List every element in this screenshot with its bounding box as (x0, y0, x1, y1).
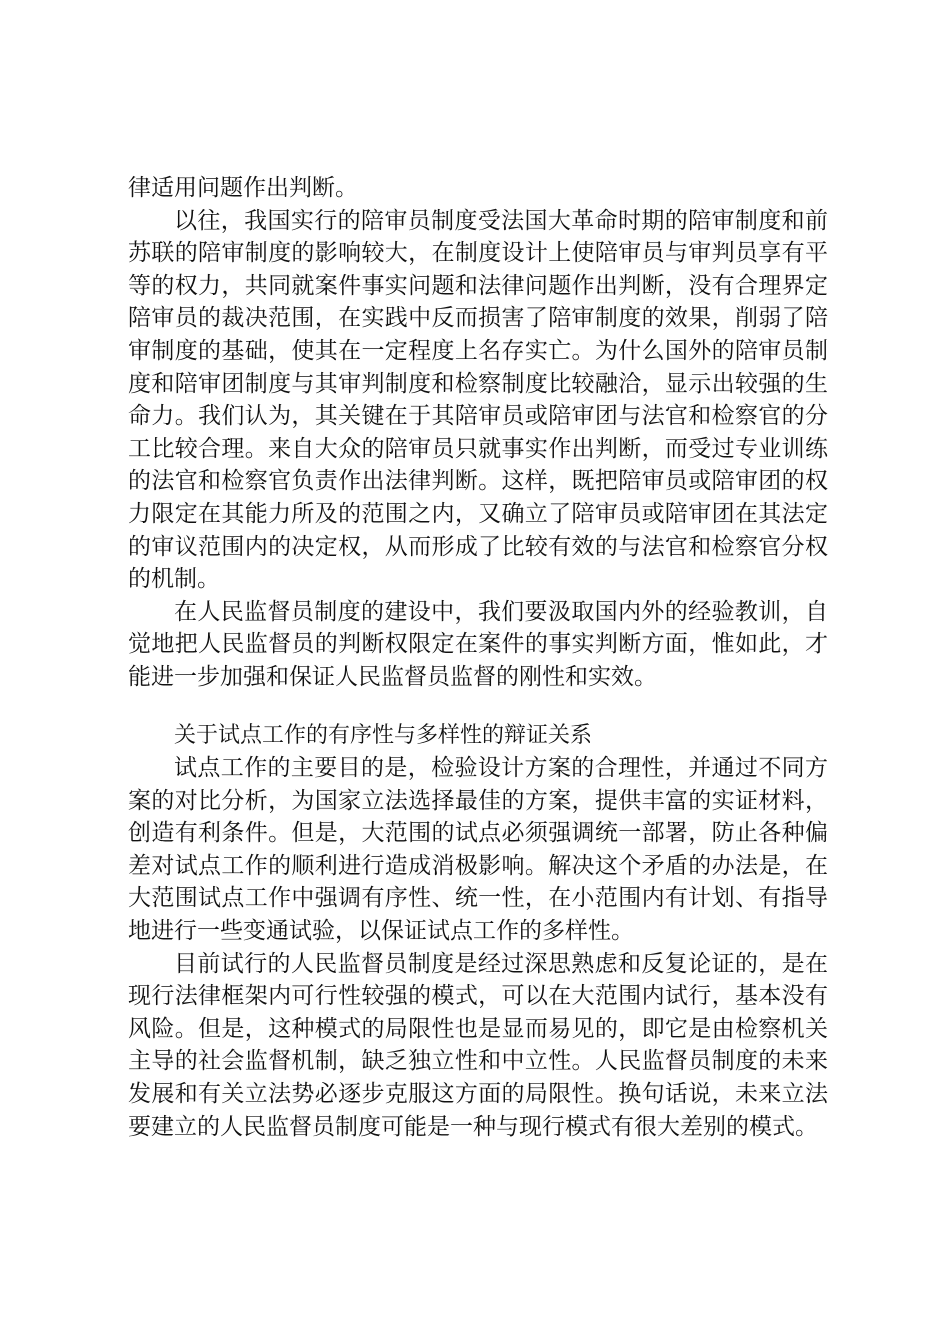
paragraph-supervisor-judgment: 在人民监督员制度的建设中，我们要汲取国内外的经验教训，自觉地把人民监督员的判断权限定在案件的事实判断方面，惟如此，才能进一步加强和保证人民监督员监督的刚性和实效。 (128, 598, 828, 690)
section-heading: 关于试点工作的有序性与多样性的辩证关系 (174, 722, 593, 748)
paragraph-pilot-purpose: 试点工作的主要目的是，检验设计方案的合理性，并通过不同方案的对比分析，为国家立法选择最佳的方案，提供丰富的实证材料，创造有利条件。但是，大范围的试点必须强调统一部署，防止各种偏差对试点工作的顺利进行造成消极影响。解决这个矛盾的办法是，在大范围试点工作中强调有序性、统一性，在小范围内有计划、有指导地进行一些变通试验，以保证试点工作的多样性。 (128, 755, 828, 945)
paragraph-current-model: 目前试行的人民监督员制度是经过深思熟虑和反复论证的，是在现行法律框架内可行性较强的模式，可以在大范围内试行，基本没有风险。但是，这种模式的局限性也是显而易见的，即它是由检察机关主导的社会监督机制，缺乏独立性和中立性。人民监督员制度的未来发展和有关立法势必逐步克服这方面的局限性。换句话说，未来立法要建立的人民监督员制度可能是一种与现行模式有很大差别的模式。 (128, 950, 828, 1140)
paragraph-jury-system: 以往，我国实行的陪审员制度受法国大革命时期的陪审制度和前苏联的陪审制度的影响较大，在制度设计上使陪审员与审判员享有平等的权力，共同就案件事实问题和法律问题作出判断，没有合理界定陪审员的裁决范围，在实践中反而损害了陪审制度的效果，削弱了陪审制度的基础，使其在一定程度上名存实亡。为什么国外的陪审员制度和陪审团制度与其审判制度和检察制度比较融洽，显示出较强的生命力。我们认为，其关键在于其陪审员或陪审团与法官和检察官的分工比较合理。来自大众的陪审员只就事实作出判断，而受过专业训练的法官和检察官负责作出法律判断。这样，既把陪审员或陪审团的权力限定在其能力所及的范围之内，又确立了陪审员或陪审团在其法定的审议范围内的决定权，从而形成了比较有效的与法官和检察官分权的机制。 (128, 207, 828, 593)
document-body (128, 172, 828, 1143)
paragraph-continuation: 律适用问题作出判断。 (128, 175, 358, 201)
